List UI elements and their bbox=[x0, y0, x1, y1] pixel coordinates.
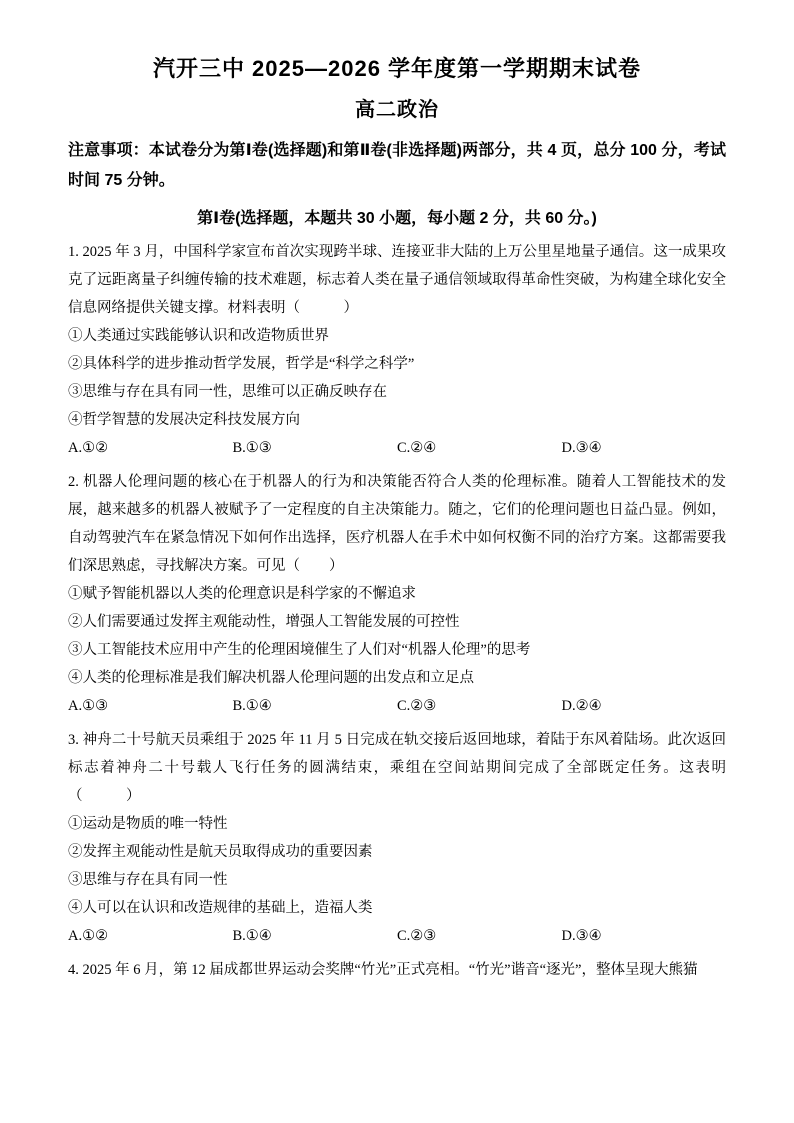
question-2-choices bbox=[68, 692, 726, 720]
question-1 bbox=[68, 238, 726, 462]
question-2-option-2: ②人们需要通过发挥主观能动性，增强人工智能发展的可控性 bbox=[68, 614, 460, 630]
question-3-option-3: ③思维与存在具有同一性 bbox=[68, 872, 228, 888]
question-4-stem: 4. 2025 年 6 月，第 12 届成都世界运动会奖牌“竹光”正式亮相。“竹光”谐音“逐光”，整体呈现大熊猫 bbox=[68, 962, 698, 978]
question-4 bbox=[68, 956, 726, 984]
question-3-option-4: ④人可以在认识和改造规律的基础上，造福人类 bbox=[68, 900, 373, 916]
question-3-choice-a: A.①② bbox=[68, 928, 109, 944]
question-2 bbox=[68, 468, 726, 720]
question-3-stem: 3. 神舟二十号航天员乘组于 2025 年 11 月 5 日完成在轨交接后返回地球，着陆于东风着陆场。此次返回标志着神舟二十号载人飞行任务的圆满结束，乘组在空间站期间完成了全部既定任务。这表明（ ） bbox=[68, 732, 726, 804]
question-3-option-2: ②发挥主观能动性是航天员取得成功的重要因素 bbox=[68, 844, 373, 860]
question-1-option-2: ②具体科学的进步推动哲学发展，哲学是“科学之科学” bbox=[68, 356, 415, 372]
question-3-choices bbox=[68, 922, 726, 950]
question-1-option-3: ③思维与存在具有同一性，思维可以正确反映存在 bbox=[68, 384, 387, 400]
question-1-choice-b: B.①③ bbox=[232, 440, 272, 456]
exam-title: 汽开三中 2025—2026 学年度第一学期期末试卷 bbox=[152, 56, 642, 81]
question-2-choice-c: C.②③ bbox=[397, 698, 437, 714]
section-one-header: 第Ⅰ卷(选择题，本题共 30 小题，每小题 2 分，共 60 分。) bbox=[197, 210, 597, 227]
exam-notice: 注意事项：本试卷分为第Ⅰ卷(选择题)和第Ⅱ卷(非选择题)两部分，共 4 页，总分 100 分，考试时间 75 分钟。 bbox=[68, 142, 726, 189]
exam-subtitle: 高二政治 bbox=[355, 99, 439, 121]
question-1-option-1: ①人类通过实践能够认识和改造物质世界 bbox=[68, 328, 329, 344]
question-1-choices bbox=[68, 434, 726, 462]
question-3-choice-d: D.③④ bbox=[561, 928, 602, 944]
question-1-choice-d: D.③④ bbox=[561, 440, 602, 456]
question-2-option-1: ①赋予智能机器以人类的伦理意识是科学家的不懈追求 bbox=[68, 586, 416, 602]
question-2-option-3: ③人工智能技术应用中产生的伦理困境催生了人们对“机器人伦理”的思考 bbox=[68, 642, 531, 658]
question-2-option-4: ④人类的伦理标准是我们解决机器人伦理问题的出发点和立足点 bbox=[68, 670, 474, 686]
question-1-choice-a: A.①② bbox=[68, 440, 109, 456]
question-2-choice-a: A.①③ bbox=[68, 698, 109, 714]
question-3-choice-b: B.①④ bbox=[232, 928, 272, 944]
question-3 bbox=[68, 726, 726, 950]
question-1-stem: 1. 2025 年 3 月，中国科学家宣布首次实现跨半球、连接亚非大陆的上万公里星地量子通信。这一成果攻克了远距离量子纠缠传输的技术难题，标志着人类在量子通信领域取得革命性突破，为构建全球化安全信息网络提供关键支撑。材料表明（ ） bbox=[68, 244, 726, 316]
question-2-choice-d: D.②④ bbox=[561, 698, 602, 714]
question-2-choice-b: B.①④ bbox=[232, 698, 272, 714]
question-3-option-1: ①运动是物质的唯一特性 bbox=[68, 816, 228, 832]
question-1-option-4: ④哲学智慧的发展决定科技发展方向 bbox=[68, 412, 300, 428]
question-3-choice-c: C.②③ bbox=[397, 928, 437, 944]
question-1-choice-c: C.②④ bbox=[397, 440, 437, 456]
question-2-stem: 2. 机器人伦理问题的核心在于机器人的行为和决策能否符合人类的伦理标准。随着人工智能技术的发展，越来越多的机器人被赋予了一定程度的自主决策能力。随之，它们的伦理问题也日益凸显。例如，自动驾驶汽车在紧急情况下如何作出选择，医疗机器人在手术中如何权衡不同的治疗方案。这都需要我们深思熟虑，寻找解决方案。可见（ ） bbox=[68, 474, 726, 574]
